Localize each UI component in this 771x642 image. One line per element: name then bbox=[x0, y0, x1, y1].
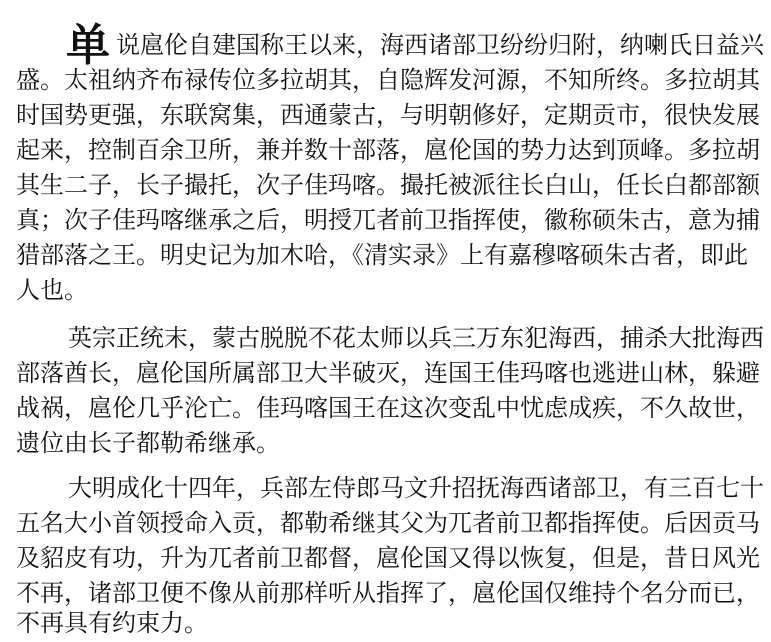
paragraph-1-line-4: 起来，控制百余卫所，兼并数十部落，扈伦国的势力达到顶峰。多拉胡 bbox=[16, 136, 760, 164]
paragraph-3-line-2: 五名大小首领授命入贡，都勒希继其父为兀者前卫都指挥使。后因贡马 bbox=[16, 509, 760, 537]
paragraph-3-line-3: 及貂皮有功，升为兀者前卫都督，扈伦国又得以恢复，但是，昔日风光 bbox=[16, 544, 760, 572]
paragraph-3-line-4: 不再，诸部卫便不像从前那样听从指挥了，扈伦国仅维持个名分而已， bbox=[16, 579, 760, 607]
paragraph-2-line-2: 部落酋长，扈伦国所属部卫大半破灭，连国王佳玛喀也逃进山林，躲避 bbox=[16, 359, 760, 387]
paragraph-3-line-5: 不再具有约束力。 bbox=[16, 609, 208, 637]
paragraph-2-line-4: 遗位由长子都勒希继承。 bbox=[16, 429, 280, 457]
paragraph-2-line-1: 英宗正统末，蒙古脱脱不花太师以兵三万东犯海西，捕杀大批海西 bbox=[68, 324, 764, 352]
paragraph-3-line-1: 大明成化十四年，兵部左侍郎马文升招抚海西诸部卫，有三百七十 bbox=[68, 474, 764, 502]
paragraph-1-line-6: 真；次子佳玛喀继承之后，明授兀者前卫指挥使，徽称硕朱古，意为捕 bbox=[16, 206, 760, 234]
paragraph-1-line-3: 时国势更强，东联窝集，西通蒙古，与明朝修好，定期贡市，很快发展 bbox=[16, 101, 760, 129]
paragraph-1-line-5: 其生二子，长子撮托，次子佳玛喀。撮托被派往长白山，任长白都部额 bbox=[16, 171, 760, 199]
paragraph-1-line-2: 盛。太祖纳齐布禄传位多拉胡其，自隐辉发河源，不知所终。多拉胡其 bbox=[16, 66, 760, 94]
paragraph-1-line-8: 人也。 bbox=[16, 276, 88, 304]
paragraph-1-line-1: 说扈伦自建国称王以来，海西诸部卫纷纷归附，纳喇氏日益兴 bbox=[116, 31, 764, 59]
drop-cap: 单 bbox=[66, 20, 110, 71]
paragraph-1-line-7: 猎部落之王。明史记为加木哈，《清实录》上有嘉穆喀硕朱古者，即此 bbox=[16, 241, 748, 269]
paragraph-2-line-3: 战祸，扈伦几乎沦亡。佳玛喀国王在这次变乱中忧虑成疾，不久故世， bbox=[16, 394, 760, 422]
